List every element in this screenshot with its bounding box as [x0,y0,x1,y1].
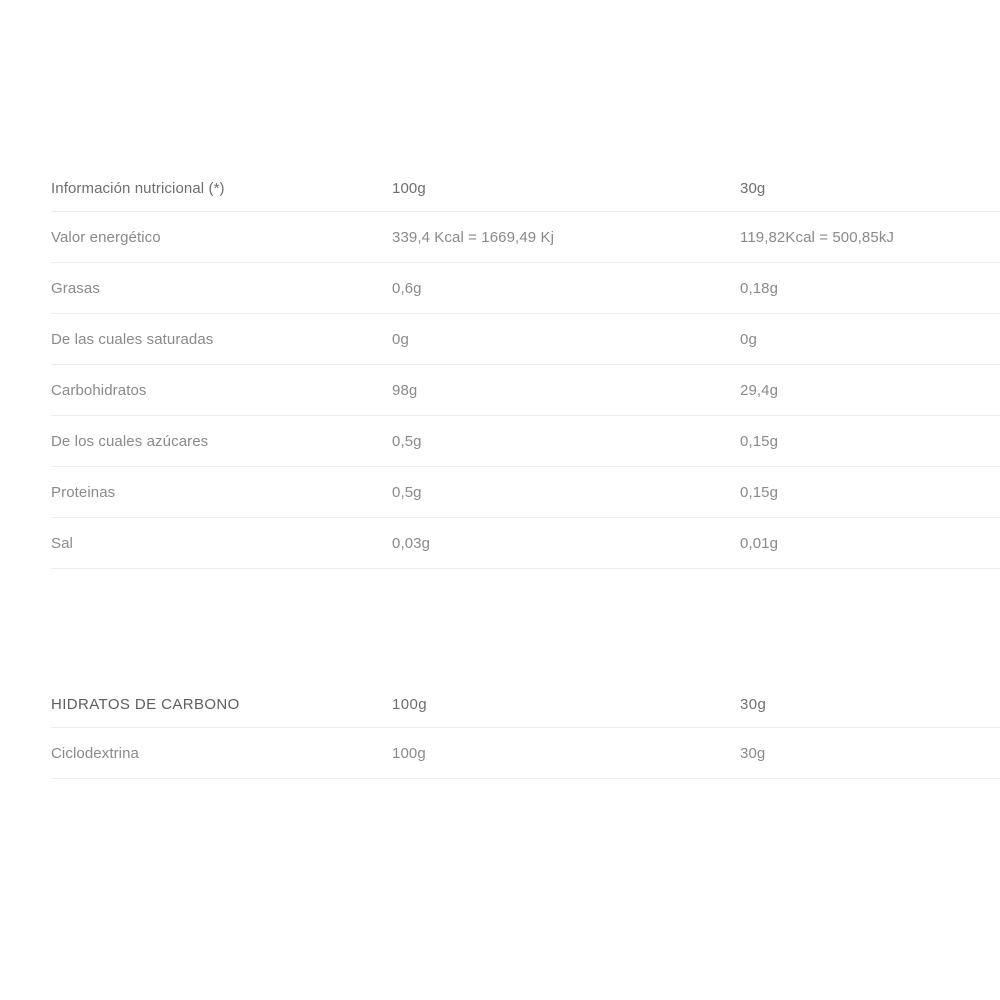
carbohydrates-table-header [51,696,1000,728]
column-header-carbohydrates: HIDRATOS DE CARBONO [51,696,240,713]
value-per-30g: 0,15g [740,467,1000,518]
table-row [51,263,1000,314]
column-header-per-100g: 100g [392,180,426,197]
nutrient-name: Sal [51,518,392,569]
table-row [51,212,1000,263]
value-per-30g: 30g [740,728,1000,779]
value-per-100g: 339,4 Kcal = 1669,49 Kj [392,212,740,263]
value-per-30g: 0,18g [740,263,1000,314]
value-per-100g: 100g [392,728,740,779]
table-row [51,728,1000,779]
nutrition-table-header [51,180,1000,212]
table-row [51,314,1000,365]
carbohydrates-table-block [51,696,1000,779]
value-per-30g: 29,4g [740,365,1000,416]
nutrient-name: De los cuales azúcares [51,416,392,467]
nutrient-name: Proteinas [51,467,392,518]
table-row [51,518,1000,569]
value-per-100g: 0,5g [392,467,740,518]
carbohydrates-table-body [51,728,1000,779]
nutrition-information-table [51,180,1000,569]
value-per-100g: 0,6g [392,263,740,314]
carbohydrates-table [51,696,1000,779]
table-header-row [51,696,1000,728]
table-row [51,467,1000,518]
column-header-per-100g: 100g [392,696,427,713]
nutrient-name: Valor energético [51,212,392,263]
nutrient-name: Carbohidratos [51,365,392,416]
value-per-100g: 0,03g [392,518,740,569]
table-row [51,416,1000,467]
value-per-30g: 0,01g [740,518,1000,569]
column-header-nutrient: Información nutricional (*) [51,180,225,197]
column-header-per-30g: 30g [740,180,766,197]
nutrition-table [51,180,1000,569]
nutrient-name: Grasas [51,263,392,314]
table-header-row [51,180,1000,212]
value-per-100g: 0g [392,314,740,365]
value-per-100g: 0,5g [392,416,740,467]
value-per-30g: 119,82Kcal = 500,85kJ [740,212,1000,263]
value-per-30g: 0,15g [740,416,1000,467]
nutrient-name: De las cuales saturadas [51,314,392,365]
column-header-per-30g: 30g [740,696,767,713]
nutrition-table-body [51,212,1000,569]
table-row [51,365,1000,416]
value-per-30g: 0g [740,314,1000,365]
ingredient-name: Ciclodextrina [51,728,392,779]
value-per-100g: 98g [392,365,740,416]
